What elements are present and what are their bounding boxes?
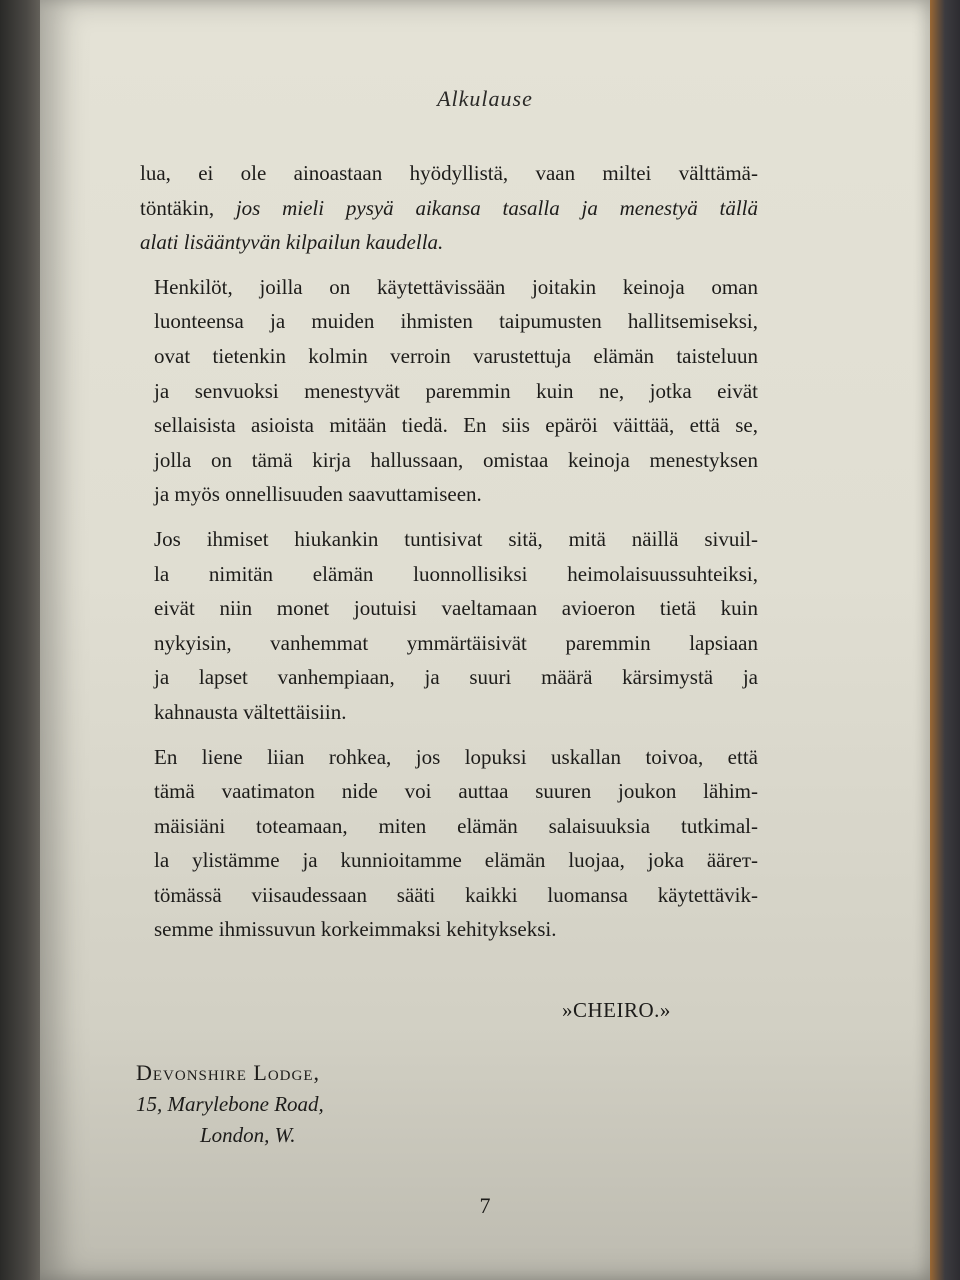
text-line: [140, 339, 758, 374]
text-line: [140, 443, 758, 478]
text-line: [140, 477, 758, 512]
paragraph: [140, 270, 758, 512]
text-line: [140, 522, 758, 557]
text-run: sellaisista asioista mitään tiedä. En siis epäröi väittää, että se,: [154, 413, 758, 438]
text-run: tömässä viisaudessaan sääti kaikki luomansa käytettävik-: [154, 882, 758, 907]
text-line: [140, 878, 758, 913]
paragraph: [140, 522, 758, 730]
text-line: [140, 695, 758, 730]
text-line: [140, 156, 758, 191]
text-line: [140, 740, 758, 775]
text-run: Henkilöt, joilla on käytettävissään joitakin keinoja oman: [154, 274, 758, 299]
text-line: [140, 626, 758, 661]
text-run: nykyisin, vanhemmat ymmärtäisivät paremmin lapsiaan: [154, 630, 758, 655]
text-line: [140, 374, 758, 409]
text-line: [140, 843, 758, 878]
text-line: [140, 408, 758, 443]
page-number: 7: [479, 1193, 491, 1218]
adjacent-book-edge: [0, 0, 44, 1280]
text-line: [140, 660, 758, 695]
book-page: [40, 0, 930, 1280]
author-signature: »CHEIRO.»: [562, 998, 671, 1022]
text-run: la ylistämme ja kunnioitamme elämän luojaa, joka äärет-: [154, 848, 758, 873]
text-run: luonteensa ja muiden ihmisten taipumusten hallitsemiseksi,: [154, 309, 758, 334]
text-run: la nimitän elämän luonnollisiksi heimolaisuussuhteiksi,: [154, 561, 758, 586]
address-line: 15, Marylebone Road,: [136, 1092, 324, 1116]
text-run: töntäkin,: [140, 195, 236, 220]
text-run: kahnausta vältettäisiin.: [154, 699, 347, 724]
text-line: [140, 270, 758, 305]
body-text: [140, 156, 758, 957]
paragraph: [140, 156, 758, 260]
address-block: [136, 1060, 324, 1148]
address-line: London, W.: [200, 1123, 296, 1147]
paragraph: [140, 740, 758, 948]
text-run: semme ihmissuvun korkeimmaksi kehitykseksi.: [154, 917, 557, 942]
text-run: lua, ei ole ainoastaan hyödyllistä, vaan miltei välttämä-: [140, 161, 758, 185]
running-head: Alkulause: [437, 86, 533, 111]
text-run: ovat tietenkin kolmin verroin varustettuja elämän taisteluun: [154, 343, 758, 368]
text-run: tämä vaatimaton nide voi auttaa suuren joukon lähim-: [154, 779, 758, 804]
text-run: ja myös onnellisuuden saavuttamiseen.: [154, 482, 482, 507]
text-line: [140, 191, 758, 226]
text-line: [140, 912, 758, 947]
text-run: jolla on tämä kirja hallussaan, omistaa keinoja menestyksen: [154, 447, 758, 472]
text-line: [140, 809, 758, 844]
text-line: [140, 774, 758, 809]
text-run: ja lapset vanhempiaan, ja suuri määrä kärsimystä ja: [154, 665, 758, 690]
italic-text: alati lisääntyvän kilpailun kaudella.: [140, 230, 444, 255]
text-run: eivät niin monet joutuisi vaeltamaan avioeron tietä kuin: [154, 596, 758, 621]
italic-text: jos mieli pysyä aikansa tasalla ja menestyä tällä: [235, 195, 758, 220]
text-run: Jos ihmiset hiukankin tuntisivat sitä, mitä näillä sivuil-: [154, 526, 758, 551]
text-line: [140, 225, 758, 260]
text-run: ja senvuoksi menestyvät paremmin kuin ne, jotka eivät: [154, 378, 758, 403]
text-line: [140, 557, 758, 592]
address-line: Devonshire Lodge,: [136, 1060, 320, 1085]
text-run: mäisiäni toteamaan, miten elämän salaisuuksia tutkimal-: [154, 813, 758, 838]
text-line: [140, 304, 758, 339]
text-line: [140, 591, 758, 626]
text-run: En liene liian rohkea, jos lopuksi uskallan toivoa, että: [154, 744, 758, 769]
